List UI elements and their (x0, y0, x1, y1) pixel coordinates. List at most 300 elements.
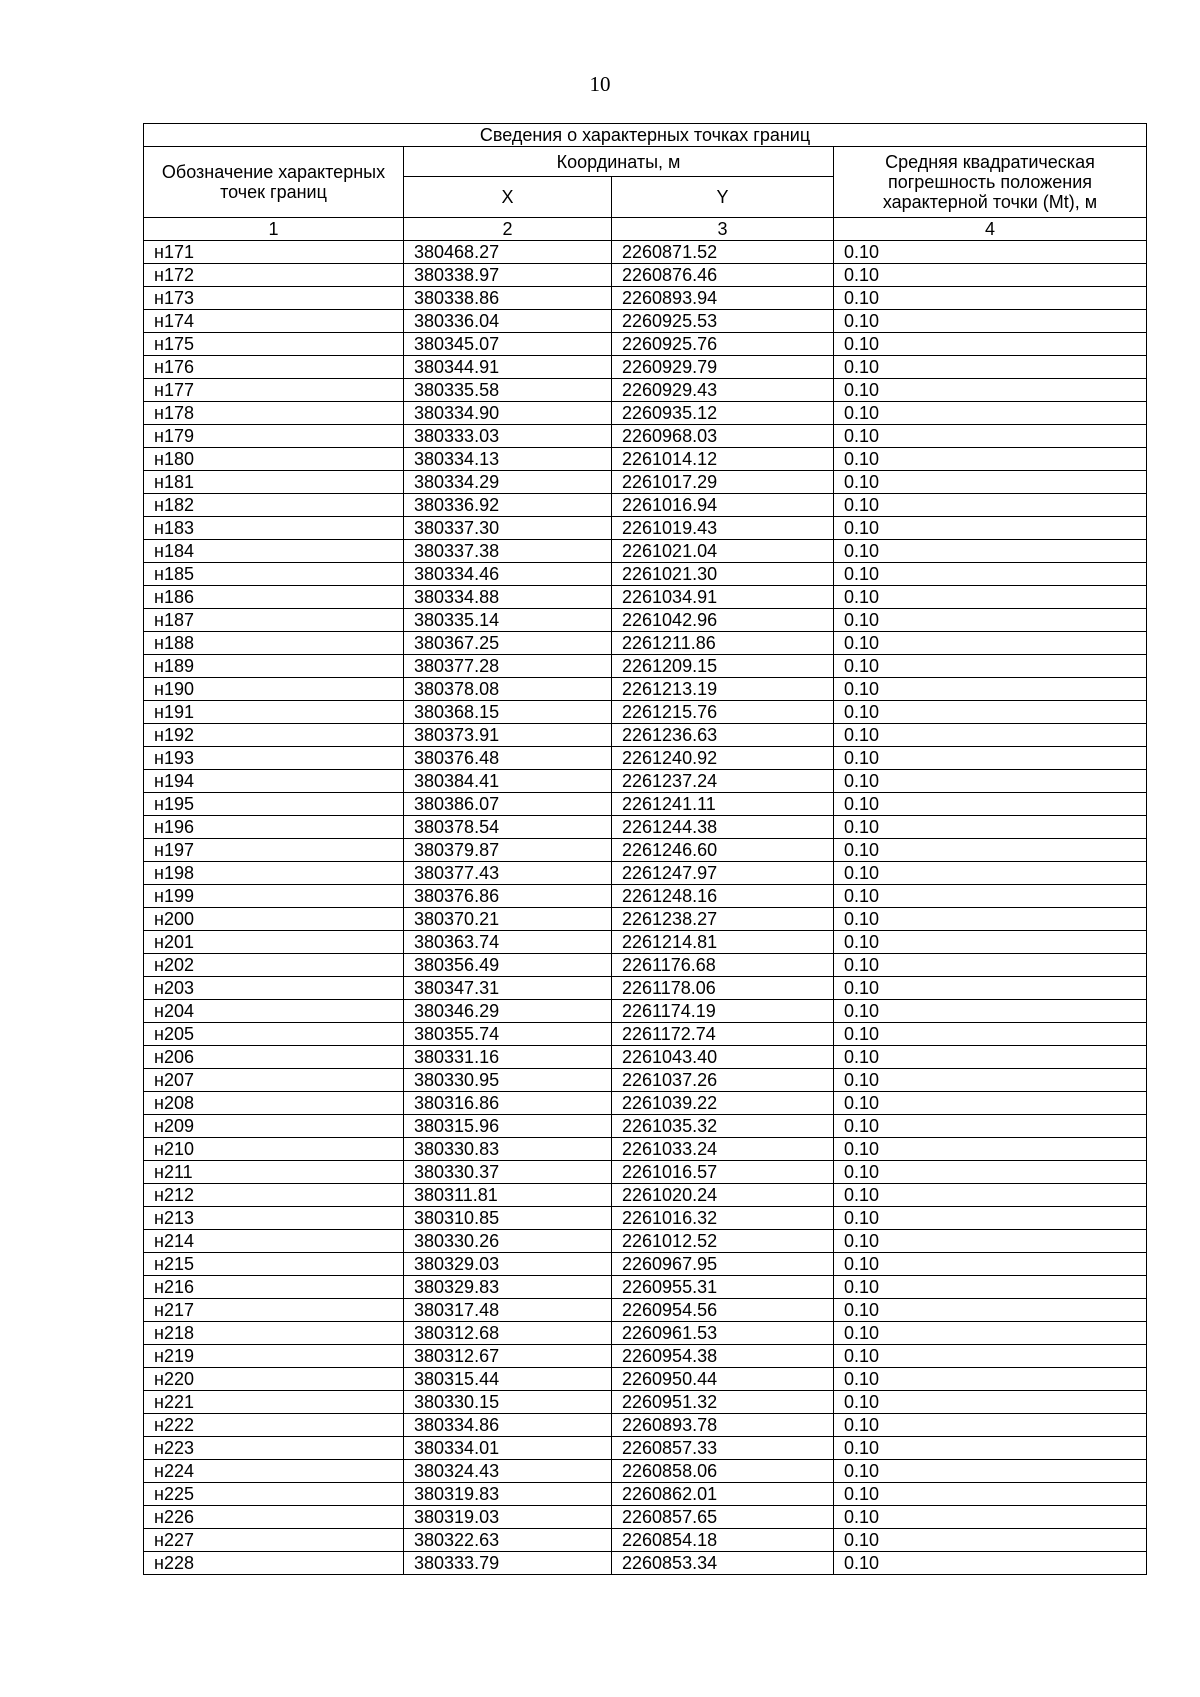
table-row (144, 1437, 1147, 1460)
table-row (144, 793, 1147, 816)
y-header: Y (612, 177, 834, 218)
point-designation-cell: н203 (144, 977, 404, 1000)
x-coordinate-cell: 380317.48 (404, 1299, 612, 1322)
error-value-cell: 0.10 (834, 333, 1147, 356)
point-designation-cell: н207 (144, 1069, 404, 1092)
x-coordinate-cell: 380312.67 (404, 1345, 612, 1368)
table-row (144, 885, 1147, 908)
table-row (144, 1161, 1147, 1184)
error-value-cell: 0.10 (834, 1207, 1147, 1230)
table-row (144, 1414, 1147, 1437)
table-row (144, 862, 1147, 885)
x-coordinate-cell: 380333.03 (404, 425, 612, 448)
point-designation-cell: н213 (144, 1207, 404, 1230)
error-value-cell: 0.10 (834, 1483, 1147, 1506)
error-value-cell: 0.10 (834, 586, 1147, 609)
y-coordinate-cell: 2261016.94 (612, 494, 834, 517)
x-coordinate-cell: 380376.86 (404, 885, 612, 908)
point-designation-cell: н191 (144, 701, 404, 724)
table-row (144, 586, 1147, 609)
x-coordinate-cell: 380310.85 (404, 1207, 612, 1230)
error-value-cell: 0.10 (834, 862, 1147, 885)
point-designation-cell: н218 (144, 1322, 404, 1345)
y-coordinate-cell: 2260951.32 (612, 1391, 834, 1414)
point-designation-cell: н180 (144, 448, 404, 471)
table-row (144, 1460, 1147, 1483)
error-value-cell: 0.10 (834, 1092, 1147, 1115)
table-row (144, 1552, 1147, 1575)
x-coordinate-cell: 380468.27 (404, 241, 612, 264)
x-coordinate-cell: 380335.14 (404, 609, 612, 632)
point-designation-cell: н184 (144, 540, 404, 563)
x-coordinate-cell: 380330.95 (404, 1069, 612, 1092)
x-coordinate-cell: 380367.25 (404, 632, 612, 655)
table-row (144, 678, 1147, 701)
y-coordinate-cell: 2261019.43 (612, 517, 834, 540)
error-value-cell: 0.10 (834, 1368, 1147, 1391)
y-coordinate-cell: 2260950.44 (612, 1368, 834, 1391)
x-coordinate-cell: 380331.16 (404, 1046, 612, 1069)
x-coordinate-cell: 380337.30 (404, 517, 612, 540)
error-value-cell: 0.10 (834, 563, 1147, 586)
x-coordinate-cell: 380370.21 (404, 908, 612, 931)
point-designation-cell: н195 (144, 793, 404, 816)
table-row (144, 1046, 1147, 1069)
error-value-cell: 0.10 (834, 494, 1147, 517)
error-value-cell: 0.10 (834, 425, 1147, 448)
x-coordinate-cell: 380368.15 (404, 701, 612, 724)
table-row (144, 839, 1147, 862)
y-coordinate-cell: 2261244.38 (612, 816, 834, 839)
table-row (144, 632, 1147, 655)
y-coordinate-cell: 2261248.16 (612, 885, 834, 908)
error-value-cell: 0.10 (834, 517, 1147, 540)
table-row (144, 1391, 1147, 1414)
point-designation-cell: н174 (144, 310, 404, 333)
x-coordinate-cell: 380322.63 (404, 1529, 612, 1552)
point-designation-cell: н228 (144, 1552, 404, 1575)
error-value-cell: 0.10 (834, 448, 1147, 471)
x-coordinate-cell: 380324.43 (404, 1460, 612, 1483)
x-coordinate-cell: 380319.83 (404, 1483, 612, 1506)
boundary-points-table (143, 123, 1147, 1575)
error-value-cell: 0.10 (834, 1046, 1147, 1069)
table-row (144, 1184, 1147, 1207)
table-row (144, 931, 1147, 954)
y-coordinate-cell: 2260857.65 (612, 1506, 834, 1529)
x-coordinate-cell: 380330.37 (404, 1161, 612, 1184)
table-row (144, 1483, 1147, 1506)
x-coordinate-cell: 380334.88 (404, 586, 612, 609)
x-coordinate-cell: 380333.79 (404, 1552, 612, 1575)
y-coordinate-cell: 2261016.57 (612, 1161, 834, 1184)
x-coordinate-cell: 380376.48 (404, 747, 612, 770)
error-value-cell: 0.10 (834, 885, 1147, 908)
point-designation-cell: н200 (144, 908, 404, 931)
y-coordinate-cell: 2260935.12 (612, 402, 834, 425)
table-row (144, 379, 1147, 402)
y-coordinate-cell: 2261021.04 (612, 540, 834, 563)
y-coordinate-cell: 2261211.86 (612, 632, 834, 655)
point-designation-cell: н192 (144, 724, 404, 747)
x-coordinate-cell: 380384.41 (404, 770, 612, 793)
x-coordinate-cell: 380334.86 (404, 1414, 612, 1437)
table-row (144, 494, 1147, 517)
y-coordinate-cell: 2261209.15 (612, 655, 834, 678)
table-row (144, 1529, 1147, 1552)
x-coordinate-cell: 380330.83 (404, 1138, 612, 1161)
table-row (144, 1092, 1147, 1115)
x-coordinate-cell: 380315.96 (404, 1115, 612, 1138)
error-value-cell: 0.10 (834, 310, 1147, 333)
point-designation-cell: н185 (144, 563, 404, 586)
table-row (144, 1207, 1147, 1230)
y-coordinate-cell: 2260954.56 (612, 1299, 834, 1322)
error-value-cell: 0.10 (834, 793, 1147, 816)
error-value-cell: 0.10 (834, 609, 1147, 632)
x-coordinate-cell: 380329.03 (404, 1253, 612, 1276)
y-coordinate-cell: 2261247.97 (612, 862, 834, 885)
x-coordinate-cell: 380363.74 (404, 931, 612, 954)
point-designation-cell: н209 (144, 1115, 404, 1138)
y-coordinate-cell: 2260893.78 (612, 1414, 834, 1437)
point-designation-cell: н220 (144, 1368, 404, 1391)
point-designation-cell: н205 (144, 1023, 404, 1046)
table-row (144, 609, 1147, 632)
table-row (144, 1069, 1147, 1092)
point-designation-cell: н201 (144, 931, 404, 954)
coordinates-header: Координаты, м (404, 147, 834, 177)
x-coordinate-cell: 380336.92 (404, 494, 612, 517)
error-value-cell: 0.10 (834, 1437, 1147, 1460)
table-row (144, 1230, 1147, 1253)
x-coordinate-cell: 380377.43 (404, 862, 612, 885)
column-numbers-row (144, 218, 1147, 241)
error-value-cell: 0.10 (834, 747, 1147, 770)
x-coordinate-cell: 380344.91 (404, 356, 612, 379)
x-coordinate-cell: 380347.31 (404, 977, 612, 1000)
y-coordinate-cell: 2260968.03 (612, 425, 834, 448)
error-value-cell: 0.10 (834, 356, 1147, 379)
error-value-cell: 0.10 (834, 678, 1147, 701)
y-coordinate-cell: 2260857.33 (612, 1437, 834, 1460)
y-coordinate-cell: 2260961.53 (612, 1322, 834, 1345)
point-designation-cell: н225 (144, 1483, 404, 1506)
y-coordinate-cell: 2261014.12 (612, 448, 834, 471)
y-coordinate-cell: 2261012.52 (612, 1230, 834, 1253)
x-coordinate-cell: 380338.86 (404, 287, 612, 310)
table-row (144, 1368, 1147, 1391)
error-value-cell: 0.10 (834, 954, 1147, 977)
table-row (144, 471, 1147, 494)
x-coordinate-cell: 380378.08 (404, 678, 612, 701)
error-value-cell: 0.10 (834, 1276, 1147, 1299)
table-row (144, 724, 1147, 747)
table-row (144, 1345, 1147, 1368)
point-designation-cell: н223 (144, 1437, 404, 1460)
y-coordinate-cell: 2261017.29 (612, 471, 834, 494)
y-coordinate-cell: 2260893.94 (612, 287, 834, 310)
table-row (144, 954, 1147, 977)
point-designation-cell: н173 (144, 287, 404, 310)
y-coordinate-cell: 2260925.76 (612, 333, 834, 356)
error-value-cell: 0.10 (834, 931, 1147, 954)
point-designation-cell: н175 (144, 333, 404, 356)
x-coordinate-cell: 380379.87 (404, 839, 612, 862)
table-row (144, 1322, 1147, 1345)
point-designation-cell: н186 (144, 586, 404, 609)
table-row (144, 1299, 1147, 1322)
error-value-cell: 0.10 (834, 908, 1147, 931)
x-coordinate-cell: 380373.91 (404, 724, 612, 747)
x-coordinate-cell: 380336.04 (404, 310, 612, 333)
error-value-cell: 0.10 (834, 1069, 1147, 1092)
error-header: Средняя квадратическая погрешность положения характерной точки (Mt), м (834, 147, 1147, 218)
point-designation-cell: н197 (144, 839, 404, 862)
point-designation-cell: н212 (144, 1184, 404, 1207)
error-value-cell: 0.10 (834, 977, 1147, 1000)
table-row (144, 908, 1147, 931)
error-value-cell: 0.10 (834, 724, 1147, 747)
error-value-cell: 0.10 (834, 1000, 1147, 1023)
point-designation-cell: н204 (144, 1000, 404, 1023)
table-row (144, 1115, 1147, 1138)
y-coordinate-cell: 2260929.79 (612, 356, 834, 379)
error-value-cell: 0.10 (834, 655, 1147, 678)
error-value-cell: 0.10 (834, 1138, 1147, 1161)
error-value-cell: 0.10 (834, 632, 1147, 655)
y-coordinate-cell: 2261213.19 (612, 678, 834, 701)
error-value-cell: 0.10 (834, 1529, 1147, 1552)
table-row (144, 747, 1147, 770)
y-coordinate-cell: 2260954.38 (612, 1345, 834, 1368)
y-coordinate-cell: 2261214.81 (612, 931, 834, 954)
point-designation-cell: н206 (144, 1046, 404, 1069)
error-value-cell: 0.10 (834, 1506, 1147, 1529)
y-coordinate-cell: 2261172.74 (612, 1023, 834, 1046)
error-value-cell: 0.10 (834, 1299, 1147, 1322)
table-row (144, 1023, 1147, 1046)
designation-header: Обозначение характерных точек границ (144, 147, 404, 218)
point-designation-cell: н176 (144, 356, 404, 379)
x-coordinate-cell: 380337.38 (404, 540, 612, 563)
y-coordinate-cell: 2261178.06 (612, 977, 834, 1000)
table-row (144, 241, 1147, 264)
x-coordinate-cell: 380334.13 (404, 448, 612, 471)
error-value-cell: 0.10 (834, 816, 1147, 839)
column-number: 4 (834, 218, 1147, 241)
point-designation-cell: н221 (144, 1391, 404, 1414)
point-designation-cell: н211 (144, 1161, 404, 1184)
table-row (144, 540, 1147, 563)
point-designation-cell: н182 (144, 494, 404, 517)
y-coordinate-cell: 2261240.92 (612, 747, 834, 770)
x-coordinate-cell: 380319.03 (404, 1506, 612, 1529)
table-row (144, 1138, 1147, 1161)
y-coordinate-cell: 2261034.91 (612, 586, 834, 609)
x-coordinate-cell: 380356.49 (404, 954, 612, 977)
point-designation-cell: н215 (144, 1253, 404, 1276)
point-designation-cell: н171 (144, 241, 404, 264)
table-row (144, 563, 1147, 586)
y-coordinate-cell: 2261035.32 (612, 1115, 834, 1138)
x-coordinate-cell: 380334.01 (404, 1437, 612, 1460)
error-value-cell: 0.10 (834, 264, 1147, 287)
y-coordinate-cell: 2261016.32 (612, 1207, 834, 1230)
error-value-cell: 0.10 (834, 1161, 1147, 1184)
error-value-cell: 0.10 (834, 1322, 1147, 1345)
x-coordinate-cell: 380330.15 (404, 1391, 612, 1414)
y-coordinate-cell: 2261215.76 (612, 701, 834, 724)
y-coordinate-cell: 2260925.53 (612, 310, 834, 333)
y-coordinate-cell: 2261241.11 (612, 793, 834, 816)
x-coordinate-cell: 380330.26 (404, 1230, 612, 1253)
table-row (144, 333, 1147, 356)
point-designation-cell: н214 (144, 1230, 404, 1253)
y-coordinate-cell: 2261042.96 (612, 609, 834, 632)
error-value-cell: 0.10 (834, 1184, 1147, 1207)
column-number: 1 (144, 218, 404, 241)
x-coordinate-cell: 380334.46 (404, 563, 612, 586)
error-value-cell: 0.10 (834, 1253, 1147, 1276)
point-designation-cell: н193 (144, 747, 404, 770)
y-coordinate-cell: 2260967.95 (612, 1253, 834, 1276)
x-coordinate-cell: 380338.97 (404, 264, 612, 287)
table-row (144, 1276, 1147, 1299)
y-coordinate-cell: 2260876.46 (612, 264, 834, 287)
table-row (144, 287, 1147, 310)
x-coordinate-cell: 380334.29 (404, 471, 612, 494)
point-designation-cell: н178 (144, 402, 404, 425)
x-coordinate-cell: 380378.54 (404, 816, 612, 839)
point-designation-cell: н183 (144, 517, 404, 540)
y-coordinate-cell: 2261236.63 (612, 724, 834, 747)
x-coordinate-cell: 380345.07 (404, 333, 612, 356)
error-value-cell: 0.10 (834, 540, 1147, 563)
error-value-cell: 0.10 (834, 471, 1147, 494)
point-designation-cell: н222 (144, 1414, 404, 1437)
point-designation-cell: н210 (144, 1138, 404, 1161)
x-header: X (404, 177, 612, 218)
error-value-cell: 0.10 (834, 1460, 1147, 1483)
error-value-cell: 0.10 (834, 402, 1147, 425)
point-designation-cell: н219 (144, 1345, 404, 1368)
table-header (144, 124, 1147, 241)
y-coordinate-cell: 2260854.18 (612, 1529, 834, 1552)
table-row (144, 701, 1147, 724)
point-designation-cell: н227 (144, 1529, 404, 1552)
y-coordinate-cell: 2261176.68 (612, 954, 834, 977)
point-designation-cell: н194 (144, 770, 404, 793)
table-row (144, 425, 1147, 448)
point-designation-cell: н189 (144, 655, 404, 678)
y-coordinate-cell: 2260955.31 (612, 1276, 834, 1299)
point-designation-cell: н226 (144, 1506, 404, 1529)
point-designation-cell: н188 (144, 632, 404, 655)
page-number: 10 (589, 72, 611, 96)
error-value-cell: 0.10 (834, 1414, 1147, 1437)
error-value-cell: 0.10 (834, 770, 1147, 793)
x-coordinate-cell: 380386.07 (404, 793, 612, 816)
x-coordinate-cell: 380311.81 (404, 1184, 612, 1207)
y-coordinate-cell: 2261174.19 (612, 1000, 834, 1023)
point-designation-cell: н187 (144, 609, 404, 632)
table-row (144, 977, 1147, 1000)
x-coordinate-cell: 380315.44 (404, 1368, 612, 1391)
y-coordinate-cell: 2261238.27 (612, 908, 834, 931)
x-coordinate-cell: 380334.90 (404, 402, 612, 425)
table-row (144, 1000, 1147, 1023)
table-row (144, 517, 1147, 540)
y-coordinate-cell: 2261246.60 (612, 839, 834, 862)
column-number: 3 (612, 218, 834, 241)
error-value-cell: 0.10 (834, 287, 1147, 310)
point-designation-cell: н216 (144, 1276, 404, 1299)
error-value-cell: 0.10 (834, 241, 1147, 264)
y-coordinate-cell: 2261020.24 (612, 1184, 834, 1207)
y-coordinate-cell: 2260858.06 (612, 1460, 834, 1483)
point-designation-cell: н224 (144, 1460, 404, 1483)
point-designation-cell: н217 (144, 1299, 404, 1322)
error-value-cell: 0.10 (834, 839, 1147, 862)
y-coordinate-cell: 2261021.30 (612, 563, 834, 586)
error-value-cell: 0.10 (834, 1345, 1147, 1368)
error-value-cell: 0.10 (834, 1115, 1147, 1138)
column-number: 2 (404, 218, 612, 241)
point-designation-cell: н181 (144, 471, 404, 494)
x-coordinate-cell: 380346.29 (404, 1000, 612, 1023)
table-row (144, 1506, 1147, 1529)
point-designation-cell: н199 (144, 885, 404, 908)
y-coordinate-cell: 2261237.24 (612, 770, 834, 793)
y-coordinate-cell: 2261043.40 (612, 1046, 834, 1069)
error-value-cell: 0.10 (834, 1023, 1147, 1046)
error-value-cell: 0.10 (834, 1391, 1147, 1414)
table-row (144, 770, 1147, 793)
y-coordinate-cell: 2260862.01 (612, 1483, 834, 1506)
y-coordinate-cell: 2260871.52 (612, 241, 834, 264)
table-row (144, 310, 1147, 333)
x-coordinate-cell: 380335.58 (404, 379, 612, 402)
point-designation-cell: н202 (144, 954, 404, 977)
y-coordinate-cell: 2261033.24 (612, 1138, 834, 1161)
table-row (144, 356, 1147, 379)
point-designation-cell: н190 (144, 678, 404, 701)
table-row (144, 402, 1147, 425)
table-row (144, 264, 1147, 287)
table-body (144, 241, 1147, 1575)
x-coordinate-cell: 380312.68 (404, 1322, 612, 1345)
x-coordinate-cell: 380329.83 (404, 1276, 612, 1299)
error-value-cell: 0.10 (834, 1552, 1147, 1575)
x-coordinate-cell: 380377.28 (404, 655, 612, 678)
x-coordinate-cell: 380316.86 (404, 1092, 612, 1115)
point-designation-cell: н196 (144, 816, 404, 839)
y-coordinate-cell: 2260853.34 (612, 1552, 834, 1575)
error-value-cell: 0.10 (834, 379, 1147, 402)
table-row (144, 1253, 1147, 1276)
point-designation-cell: н172 (144, 264, 404, 287)
table-row (144, 655, 1147, 678)
point-designation-cell: н208 (144, 1092, 404, 1115)
error-value-cell: 0.10 (834, 701, 1147, 724)
table-row (144, 448, 1147, 471)
error-value-cell: 0.10 (834, 1230, 1147, 1253)
y-coordinate-cell: 2260929.43 (612, 379, 834, 402)
table-row (144, 816, 1147, 839)
y-coordinate-cell: 2261037.26 (612, 1069, 834, 1092)
point-designation-cell: н177 (144, 379, 404, 402)
